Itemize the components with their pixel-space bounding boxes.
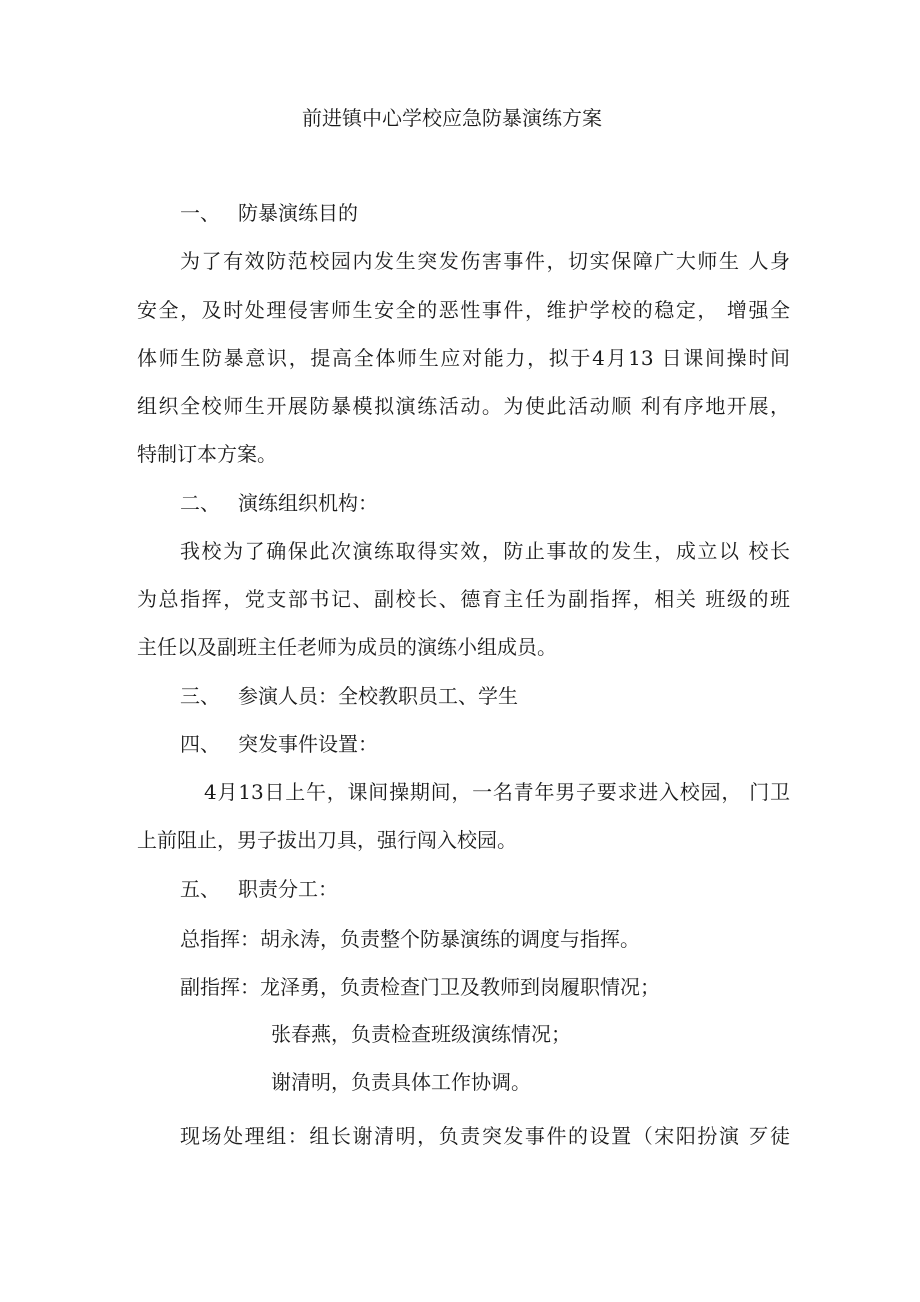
section-4-heading: 突发事件设置： xyxy=(238,732,378,756)
section-2-num: 二、 xyxy=(180,491,220,515)
document-title: 前进镇中心学校应急防暴演练方案 xyxy=(302,106,602,130)
paragraph-line: 安全，及时处理侵害师生安全的恶性事件，维护学校的稳定， 增强全 xyxy=(137,298,790,322)
section-1-num: 一、 xyxy=(180,201,220,225)
section-3-num: 三、 xyxy=(180,684,220,708)
paragraph-line: 主任以及副班主任老师为成员的演练小组成员。 xyxy=(137,635,557,659)
duty-line: 谢清明，负责具体工作协调。 xyxy=(271,1070,531,1094)
duty-line: 总指挥：胡永涛，负责整个防暴演练的调度与指挥。 xyxy=(180,927,640,951)
paragraph-line: 为了有效防范校园内发生突发伤害事件，切实保障广大师生 人身 xyxy=(180,249,790,273)
section-2-heading: 演练组织机构： xyxy=(238,491,378,515)
paragraph-line: 4月13日上午，课间操期间，一名青年男子要求进入校园， 门卫 xyxy=(204,780,790,804)
paragraph-line: 组织全校师生开展防暴模拟演练活动。为使此活动顺 利有序地开展， xyxy=(137,394,790,418)
paragraph-line: 我校为了确保此次演练取得实效，防止事故的发生，成立以 校长 xyxy=(180,539,790,563)
section-3-heading: 参演人员：全校教职员工、学生 xyxy=(238,684,518,708)
duty-line: 副指挥：龙泽勇，负责检查门卫及教师到岗履职情况； xyxy=(180,975,660,999)
paragraph-line: 为总指挥，党支部书记、副校长、德育主任为副指挥，相关 班级的班 xyxy=(137,587,790,611)
section-1-heading: 防暴演练目的 xyxy=(238,201,358,225)
paragraph-line: 特制订本方案。 xyxy=(137,442,277,466)
paragraph-line: 上前阻止，男子拔出刀具，强行闯入校园。 xyxy=(137,828,517,852)
section-5-heading: 职责分工： xyxy=(238,877,338,901)
duty-line: 现场处理组：组长谢清明，负责突发事件的设置（宋阳扮演 歹徒 xyxy=(180,1124,790,1148)
duty-line: 张春燕，负责检查班级演练情况； xyxy=(271,1022,571,1046)
section-5-num: 五、 xyxy=(180,877,220,901)
section-4-num: 四、 xyxy=(180,732,220,756)
paragraph-line: 体师生防暴意识，提高全体师生应对能力，拟于4月13 日课间操时间 xyxy=(137,346,790,370)
